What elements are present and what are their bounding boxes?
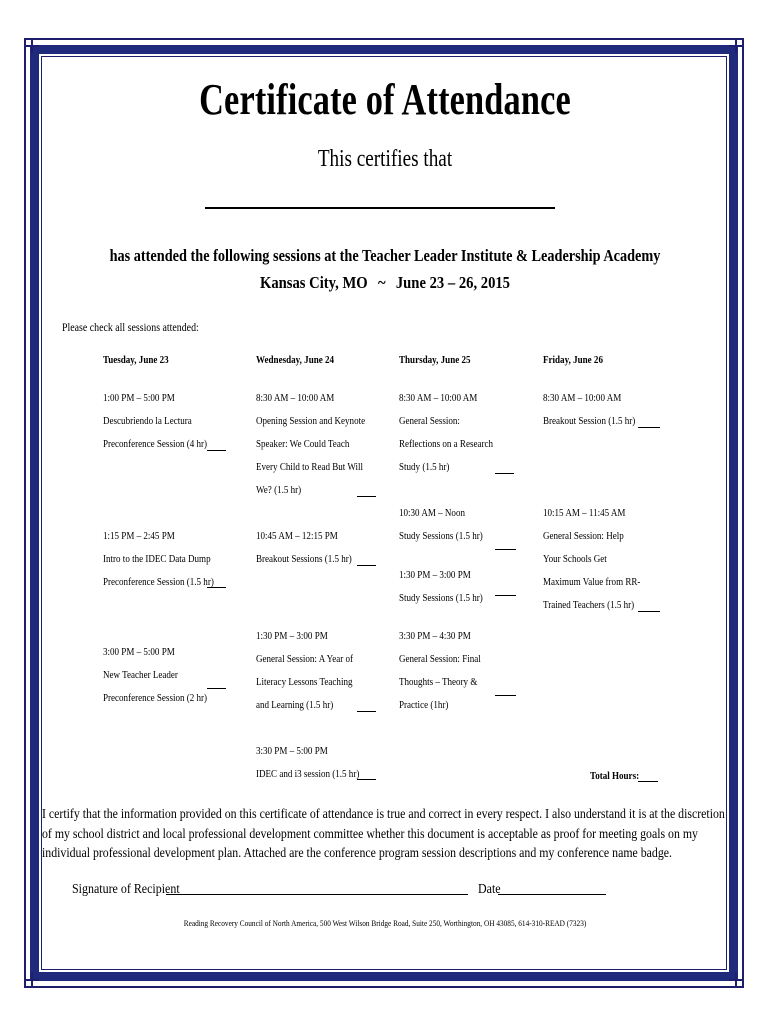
thu-s3-time: 1:30 PM – 3:00 PM	[399, 570, 471, 581]
thu-s4-time: 3:30 PM – 4:30 PM	[399, 631, 471, 642]
wed-s2-time: 10:45 AM – 12:15 PM	[256, 531, 338, 542]
wed-s1-line3: Every Child to Read But Will	[256, 462, 364, 473]
thu-s4-checkbox[interactable]	[495, 695, 516, 696]
wed-s3-line1: General Session: A Year of	[256, 654, 354, 665]
fri-s2-line2: Your Schools Get	[543, 554, 607, 565]
tue-s1-title: Descubriendo la Lectura	[103, 416, 192, 427]
thu-s2-title: Study Sessions (1.5 hr)	[399, 531, 483, 542]
wed-s3-checkbox[interactable]	[357, 711, 376, 712]
signature-field[interactable]	[166, 894, 468, 895]
location-dates: June 23 – 26, 2015	[395, 273, 511, 292]
total-hours-field[interactable]	[638, 781, 658, 782]
location-city: Kansas City, MO	[259, 273, 368, 292]
tue-s1-detail: Preconference Session (4 hr)	[103, 439, 208, 450]
thu-s1-line3: Study (1.5 hr)	[399, 462, 450, 473]
thu-s1-checkbox[interactable]	[495, 473, 514, 474]
tue-s1-time: 1:00 PM – 5:00 PM	[103, 393, 175, 404]
fri-s2-line4: Trained Teachers (1.5 hr)	[543, 600, 635, 611]
corner-ornament-bl	[25, 973, 39, 987]
wed-s2-checkbox[interactable]	[357, 565, 376, 566]
wed-s4-checkbox[interactable]	[357, 779, 376, 780]
tue-s3-detail: Preconference Session (2 hr)	[103, 693, 208, 704]
certification-statement: I certify that the information provided on this certificate of attendance is true and correct in every respect. I also understand it is at the discretion of my school district and local professional development committee whether this document is acceptable as proof for meeting goals on my individual professional development plan. Attached are the conference program session descriptions and my conference name badge.	[42, 806, 725, 860]
day-header-tuesday: Tuesday, June 23	[103, 355, 169, 366]
tue-s2-time: 1:15 PM – 2:45 PM	[103, 531, 175, 542]
day-header-friday: Friday, June 26	[543, 355, 603, 366]
signature-label: Signature of Recipient	[72, 881, 180, 896]
thu-s1-line2: Reflections on a Research	[399, 439, 494, 450]
sessions-statement: has attended the following sessions at the Teacher Leader Institute & Leadership Academy	[109, 246, 661, 265]
fri-s1-time: 8:30 AM – 10:00 AM	[543, 393, 622, 404]
wed-s1-line1: Opening Session and Keynote	[256, 416, 366, 427]
fri-s2-line3: Maximum Value from RR-	[543, 577, 641, 588]
wed-s4-title: IDEC and i3 session (1.5 hr)	[256, 769, 360, 780]
fri-s2-checkbox[interactable]	[638, 611, 660, 612]
thu-s2-time: 10:30 AM – Noon	[399, 508, 465, 519]
wed-s3-line3: and Learning (1.5 hr)	[256, 700, 334, 711]
certifies-line: This certifies that	[317, 146, 453, 172]
thu-s4-line1: General Session: Final	[399, 654, 481, 665]
day-header-wednesday: Wednesday, June 24	[256, 355, 335, 366]
wed-s3-line2: Literacy Lessons Teaching	[256, 677, 353, 688]
wed-s4-time: 3:30 PM – 5:00 PM	[256, 746, 328, 757]
corner-ornament-br	[729, 973, 743, 987]
fri-s1-checkbox[interactable]	[638, 427, 660, 428]
tue-s3-time: 3:00 PM – 5:00 PM	[103, 647, 175, 658]
wed-s2-title: Breakout Sessions (1.5 hr)	[256, 554, 352, 565]
corner-ornament-tl	[25, 39, 39, 53]
tue-s2-checkbox[interactable]	[207, 587, 226, 588]
event-location	[54, 273, 716, 293]
wed-s3-time: 1:30 PM – 3:00 PM	[256, 631, 328, 642]
total-hours-label: Total Hours:	[590, 771, 640, 782]
wed-s1-time: 8:30 AM – 10:00 AM	[256, 393, 335, 404]
location-separator: ~	[377, 273, 386, 292]
thu-s1-line1: General Session:	[399, 416, 460, 427]
instruction-text: Please check all sessions attended:	[62, 322, 199, 334]
tue-s3-title: New Teacher Leader	[103, 670, 178, 681]
thu-s3-checkbox[interactable]	[495, 595, 516, 596]
thu-s2-checkbox[interactable]	[495, 549, 516, 550]
date-field[interactable]	[498, 894, 606, 895]
wed-s1-line2: Speaker: We Could Teach	[256, 439, 350, 450]
day-header-thursday: Thursday, June 25	[399, 355, 471, 366]
thu-s1-time: 8:30 AM – 10:00 AM	[399, 393, 478, 404]
date-label: Date	[478, 881, 501, 896]
tue-s1-checkbox[interactable]	[207, 450, 226, 451]
corner-ornament-tr	[729, 39, 743, 53]
wed-s1-line4: We? (1.5 hr)	[256, 485, 302, 496]
certificate-title: Certificate of Attendance	[199, 75, 571, 124]
tue-s3-checkbox[interactable]	[207, 688, 226, 689]
footer-address: Reading Recovery Council of North America, 500 West Wilson Bridge Road, Suite 250, Worthington, OH 43085, 614-310-READ (7323)	[183, 918, 587, 928]
fri-s1-title: Breakout Session (1.5 hr)	[543, 416, 636, 427]
recipient-name-field[interactable]	[205, 207, 555, 209]
fri-s2-line1: General Session: Help	[543, 531, 624, 542]
tue-s2-detail: Preconference Session (1.5 hr)	[103, 577, 214, 588]
thu-s4-line2: Thoughts – Theory &	[399, 677, 478, 688]
fri-s2-time: 10:15 AM – 11:45 AM	[543, 508, 626, 519]
thu-s4-line3: Practice (1hr)	[399, 700, 449, 711]
tue-s2-title: Intro to the IDEC Data Dump	[103, 554, 211, 565]
thu-s3-title: Study Sessions (1.5 hr)	[399, 593, 483, 604]
wed-s1-checkbox[interactable]	[357, 496, 376, 497]
